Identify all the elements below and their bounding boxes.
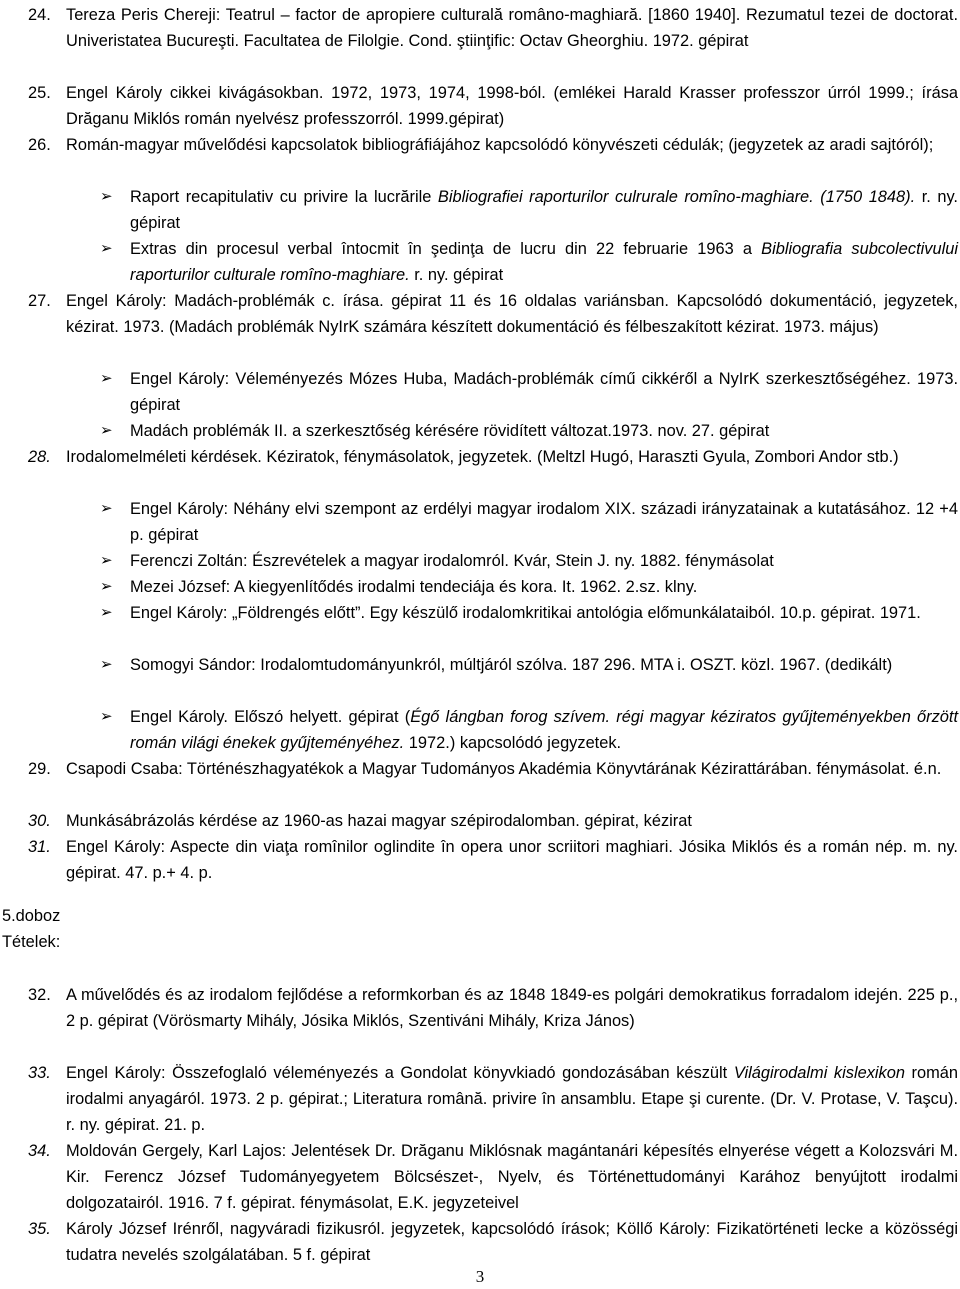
sub-item [100,600,958,626]
sub-item-text: Madách problémák II. a szerkesztőség kérésére rövidített változat.1973. nov. 27. gépirat [130,422,770,440]
sub-item [100,418,958,444]
list-item-28 [28,444,958,470]
item-text: Engel Károly: Madách-problémák c. írása. gépirat 11 és 16 oldalas variánsban. Kapcsolódó dokumentáció, jegyzetek, kézirat. 1973. (Madách problémák NyIrK számára készített dokumentáció és félbeszakított kézirat. 1973. május) [66,292,958,336]
list-item-24 [28,2,958,54]
list-item-27 [28,288,958,340]
item-text: Irodalomelméleti kérdések. Kéziratok, fénymásolatok, jegyzetek. (Meltzl Hugó, Haraszti Gyula, Zombori Andor stb.) [66,448,899,466]
item-number: 34. [28,1142,51,1160]
item-text: Engel Károly cikkei kivágásokban. 1972, 1973, 1974, 1998-ból. (emlékei Harald Krasser professzor úrról 1999.; írása Drăganu Miklós román nyelvész professzorról. 1999.gépirat) [66,84,958,128]
arrow-bullet-icon: ➢ [100,240,113,257]
arrow-bullet-icon: ➢ [100,604,113,621]
arrow-bullet-icon: ➢ [100,708,113,725]
item-number: 29. [28,760,51,778]
item-text: Csapodi Csaba: Történészhagyatékok a Magyar Tudományos Akadémia Könyvtárának Kézirattárában. fénymásolat. é.n. [66,760,942,778]
list-item-26 [28,132,958,158]
item-text: Román-magyar művelődési kapcsolatok bibliográfiájához kapcsolódó könyvészeti cédulák; (jegyzetek az aradi sajtóról); [66,136,934,154]
sub-item [100,574,958,600]
list-item-30 [28,808,958,834]
item-number: 26. [28,136,51,154]
item-text: Tereza Peris Chereji: Teatrul – factor de apropiere culturală româno-maghiară. [1860 1940]. Rezumatul tezei de doctorat. Univeristatea Bucureşti. Facultatea de Filolgie. Cond. ştiinţific: Octav Gheorghiu. 1972. gépirat [66,6,958,50]
section-label: Tételek: [2,933,61,951]
sub-item-text: Ferenczi Zoltán: Észrevételek a magyar irodalomról. Kvár, Stein J. ny. 1882. fénymásolat [130,552,774,570]
sub-item [100,184,958,236]
item-number: 24. [28,6,51,24]
arrow-bullet-icon: ➢ [100,656,113,673]
sub-item [100,704,958,756]
sub-item [100,366,958,418]
sub-item [100,496,958,548]
section-box-heading: 5.doboz [2,907,61,925]
item-text: A művelődés és az irodalom fejlődése a reformkorban és az 1848 1849-es polgári demokratikus forradalom idején. 225 p., 2 p. gépirat (Vörösmarty Mihály, Jósika Miklós, Szentiváni Mihály, Kriza János) [66,986,958,1030]
sub-item-text: Extras din procesul verbal întocmit în şedinţa de lucru din 22 februarie 1963 a Bibliografia subcolectivului raporturilor culturale romîno-maghiare. r. ny. gépirat [130,240,958,284]
item-number: 33. [28,1064,51,1082]
sub-item [100,548,958,574]
sub-item-text: Mezei József: A kiegyenlítődés irodalmi tendeciája és kora. It. 1962. 2.sz. klny. [130,578,698,596]
item-text: Munkásábrázolás kérdése az 1960-as hazai magyar szépirodalomban. gépirat, kézirat [66,812,692,830]
arrow-bullet-icon: ➢ [100,188,113,205]
list-item-29 [28,756,958,782]
item-number: 28. [28,448,51,466]
sub-item [100,652,958,678]
item-text: Károly József Irénről, nagyváradi fizikusról. jegyzetek, kapcsolódó írások; Köllő Károly: Fizikatörténeti lecke a közösségi tudatra nevelés szolgálatában. 5 f. gépirat [66,1220,958,1264]
sub-item-text: Somogyi Sándor: Irodalomtudományunkról, múltjáról szólva. 187 296. MTA i. OSZT. közl. 1967. (dedikált) [130,656,893,674]
item-number: 25. [28,84,51,102]
sub-item-text: Engel Károly: „Földrengés előtt”. Egy készülő irodalomkritikai antológia előmunkálataiból. 10.p. gépirat. 1971. [130,604,921,622]
arrow-bullet-icon: ➢ [100,578,113,595]
item-text: Engel Károly: Összefoglaló véleményezés a Gondolat könyvkiadó gondozásában készült Világirodalmi kislexikon román irodalmi anyagáról. 1973. 2 p. gépirat.; Literatura română. privire în ansamblu. Etape şi curente. (Dr. V. Protase, V. Taşcu). r. ny. gépirat. 21. p. [66,1064,959,1134]
list-item-34 [28,1138,958,1216]
item-number: 32. [28,986,51,1004]
list-item-33 [28,1060,958,1138]
list-item-25 [28,80,958,132]
item-number: 31. [28,838,51,856]
page-number: 3 [475,1267,485,1286]
arrow-bullet-icon: ➢ [100,552,113,569]
arrow-bullet-icon: ➢ [100,370,113,387]
list-item-32 [28,982,958,1034]
item-number: 27. [28,292,51,310]
arrow-bullet-icon: ➢ [100,500,113,517]
item-number: 30. [28,812,51,830]
arrow-bullet-icon: ➢ [100,422,113,439]
sub-item-text: Engel Károly: Véleményezés Mózes Huba, Madách-problémák című cikkéről a NyIrK szerkesztőségéhez. 1973. gépirat [130,370,958,414]
sub-item-text: Raport recapitulativ cu privire la lucrările Bibliografiei raporturilor culrurale romîno-maghiare. (1750 1848). r. ny. gépirat [130,188,958,232]
item-number: 35. [28,1220,51,1238]
sub-item-text: Engel Károly. Előszó helyett. gépirat (Égő lángban forog szívem. régi magyar kéziratos gyűjteményekben őrzött román világi énekek gyűjteményéhez. 1972.) kapcsolódó jegyzetek. [130,708,958,752]
sub-item [100,236,958,288]
list-item-31 [28,834,958,886]
item-text: Moldován Gergely, Karl Lajos: Jelentések Dr. Drăganu Miklósnak magántanári képesítés elnyerése végett a Kolozsvári M. Kir. Ferencz József Tudományegyetem Bölcsészet-, Nyelv, és Történettudományi Karához benyújtott irodalmi dolgozatairól. 1916. 7 f. gépirat. fénymásolat, E.K. jegyzeteivel [66,1142,958,1212]
item-text: Engel Károly: Aspecte din viaţa romînilor oglindite în opera unor scriitori maghiari. Jósika Miklós és a román nép. m. ny. gépirat. 47. p.+ 4. p. [66,838,958,882]
sub-item-text: Engel Károly: Néhány elvi szempont az erdélyi magyar irodalom XIX. századi irányzatainak a kutatásához. 12 +4 p. gépirat [130,500,958,544]
list-item-35 [28,1216,958,1268]
